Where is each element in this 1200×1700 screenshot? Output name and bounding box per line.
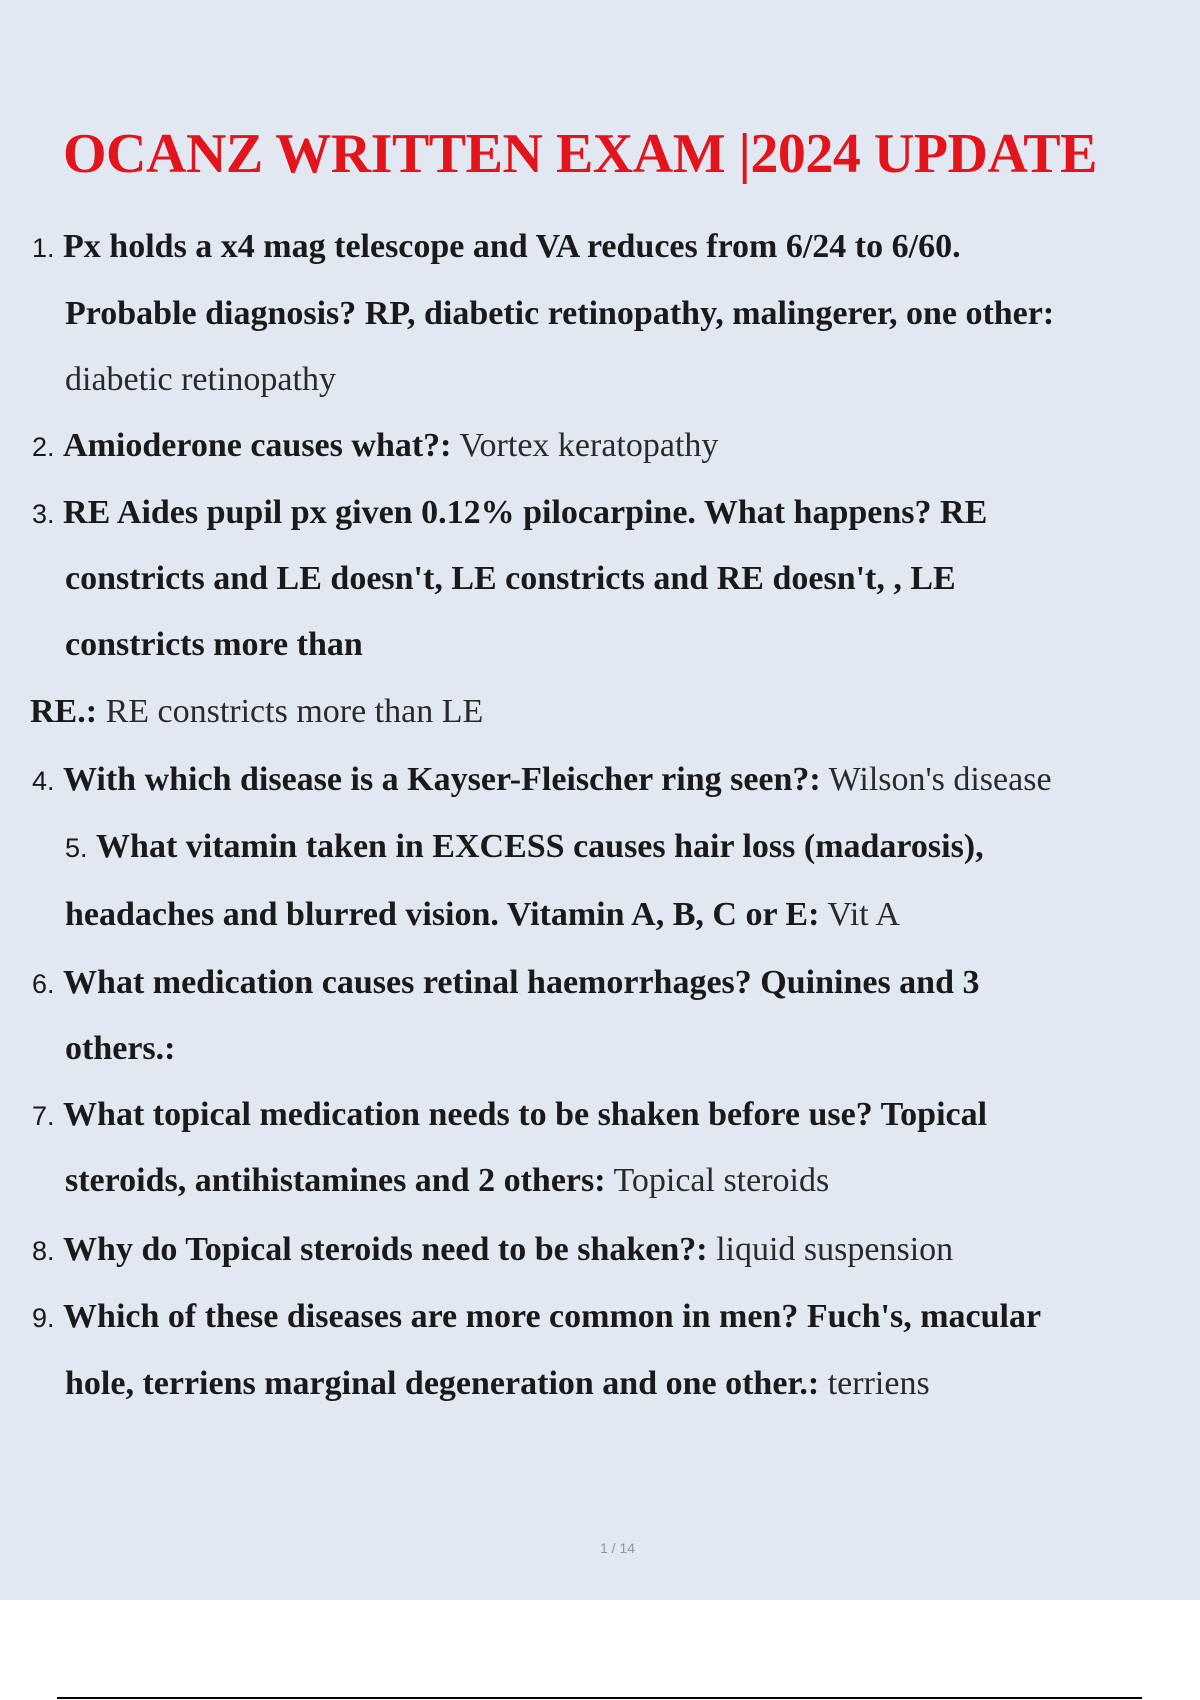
answer-text: liquid suspension	[716, 1231, 954, 1268]
question-text: What vitamin taken in EXCESS causes hair loss (madarosis),	[96, 828, 984, 865]
question-5	[65, 830, 984, 864]
question-number: 4.	[32, 766, 55, 796]
question-text: constricts and LE doesn't, LE constricts and RE doesn't, , LE	[65, 560, 956, 597]
question-text: Why do Topical steroids need to be shaken?:	[63, 1231, 708, 1268]
question-3	[32, 496, 987, 530]
question-text: Probable diagnosis? RP, diabetic retinopathy, malingerer, one other:	[65, 295, 1055, 332]
question-1	[32, 230, 961, 264]
answer-text: diabetic retinopathy	[65, 361, 336, 398]
question-number: 6.	[32, 969, 55, 999]
question-number: 7.	[32, 1101, 55, 1131]
question-text: headaches and blurred vision. Vitamin A, B, C or E:	[65, 896, 820, 933]
answer-text: terriens	[827, 1365, 930, 1402]
question-9	[32, 1300, 1041, 1334]
answer-text: Topical steroids	[613, 1162, 830, 1199]
question-8	[32, 1233, 953, 1267]
bottom-rule-divider	[57, 1697, 1142, 1699]
answer-text: Wilson's disease	[828, 761, 1052, 798]
answer-text: RE constricts more than LE	[105, 693, 484, 730]
question-text: others.:	[65, 1030, 176, 1067]
question-text: With which disease is a Kayser-Fleischer ring seen?:	[63, 761, 821, 798]
question-number: 8.	[32, 1236, 55, 1266]
question-text: Which of these diseases are more common in men? Fuch's, macular	[63, 1298, 1042, 1335]
question-7	[32, 1098, 987, 1132]
answer-text: Vit A	[827, 896, 900, 933]
question-text: What topical medication needs to be shaken before use? Topical	[63, 1096, 988, 1133]
question-1-continued	[65, 297, 1054, 331]
question-text: Amioderone causes what?:	[63, 427, 452, 464]
question-number: 5.	[65, 833, 88, 863]
question-number: 3.	[32, 499, 55, 529]
answer-1	[65, 363, 336, 397]
question-4	[32, 763, 1052, 797]
question-6	[32, 966, 980, 1000]
question-9-continued	[65, 1367, 930, 1401]
question-6-continued	[65, 1032, 175, 1066]
answer-text: Vortex keratopathy	[459, 427, 719, 464]
question-text: constricts more than	[65, 626, 363, 663]
question-number: 2.	[32, 432, 55, 462]
question-text: steroids, antihistamines and 2 others:	[65, 1162, 606, 1199]
question-7-continued	[65, 1164, 829, 1198]
question-3-continued	[65, 628, 363, 662]
answer-3	[30, 695, 483, 729]
question-2	[32, 429, 718, 463]
question-number: 9.	[32, 1303, 55, 1333]
question-text: Px holds a x4 mag telescope and VA reduces from 6/24 to 6/60.	[63, 228, 961, 265]
question-5-continued	[65, 898, 900, 932]
question-text: RE Aides pupil px given 0.12% pilocarpine. What happens? RE	[63, 494, 988, 531]
document-title: OCANZ WRITTEN EXAM |2024 UPDATE	[63, 123, 1097, 185]
question-number: 1.	[32, 233, 55, 263]
question-text: What medication causes retinal haemorrhages? Quinines and 3	[63, 964, 980, 1001]
question-text: RE.:	[30, 693, 98, 730]
question-3-continued	[65, 562, 956, 596]
question-text: hole, terriens marginal degeneration and one other.:	[65, 1365, 820, 1402]
page-counter: 1 / 14	[599, 1540, 636, 1556]
